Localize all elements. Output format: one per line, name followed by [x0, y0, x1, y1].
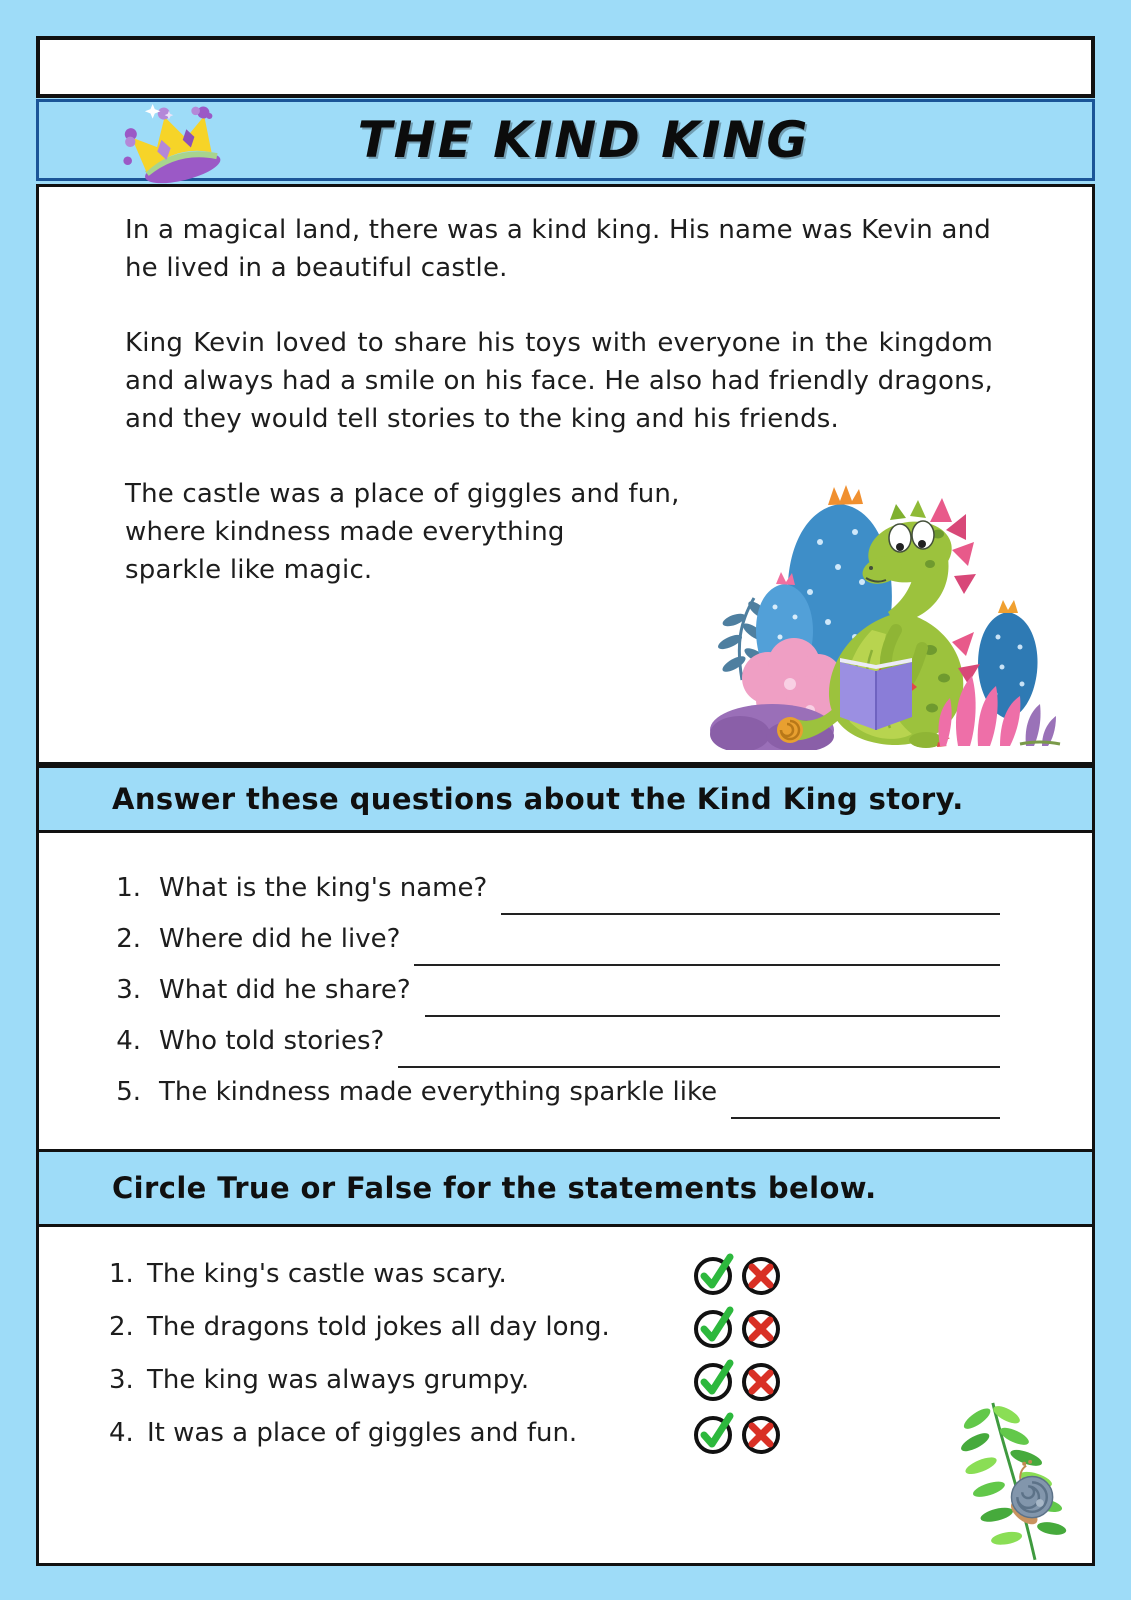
- check-icon[interactable]: [692, 1304, 736, 1350]
- story-paragraph-2: King Kevin loved to share his toys with everyone in the kingdom and always had a smile on his face. He also had friendly dragons, and they would tell stories to the king and his friends.: [125, 328, 993, 434]
- dragon-reading-illustration: [690, 472, 1062, 750]
- question-row: [101, 1077, 1000, 1128]
- statement-number: 3.: [109, 1364, 134, 1395]
- questions-panel: [36, 830, 1095, 1152]
- answer-blank[interactable]: [731, 1089, 1000, 1119]
- page-title: THE KIND KING: [357, 111, 810, 169]
- statement-text: The king's castle was scary.: [147, 1258, 507, 1289]
- answer-blank[interactable]: [398, 1038, 1000, 1068]
- statement-number: 2.: [109, 1311, 134, 1342]
- question-text: The kindness made everything sparkle like: [159, 1077, 718, 1107]
- question-row: [101, 924, 1000, 975]
- statement-text: The dragons told jokes all day long.: [147, 1311, 610, 1342]
- question-text: What is the king's name?: [159, 873, 488, 903]
- question-text: What did he share?: [159, 975, 411, 1005]
- statement-number: 1.: [109, 1258, 134, 1289]
- questions-section-header: [36, 765, 1095, 833]
- questions-header-label: Answer these questions about the Kind King story.: [112, 782, 964, 816]
- true-false-section-header: [36, 1149, 1095, 1227]
- cross-icon[interactable]: [741, 1251, 781, 1297]
- fern-snail-illustration: [934, 1391, 1086, 1563]
- statement-number: 4.: [109, 1417, 134, 1448]
- true-false-header-label: Circle True or False for the statements below.: [112, 1171, 877, 1205]
- question-number: 1.: [116, 873, 141, 903]
- story-paragraph-3: The castle was a place of giggles and fun, where kindness made everything sparkle like magic.: [125, 479, 680, 585]
- story-panel: [36, 184, 1095, 765]
- true-false-row: [109, 1247, 1092, 1300]
- cross-icon[interactable]: [741, 1304, 781, 1350]
- question-text: Where did he live?: [159, 924, 401, 954]
- true-false-panel: [36, 1224, 1095, 1566]
- cross-icon[interactable]: [741, 1410, 781, 1456]
- question-row: [101, 1026, 1000, 1077]
- true-false-row: [109, 1300, 1092, 1353]
- check-icon[interactable]: [692, 1251, 736, 1297]
- question-number: 4.: [116, 1026, 141, 1056]
- crown-icon: [111, 104, 245, 190]
- answer-blank[interactable]: [414, 936, 1000, 966]
- name-box[interactable]: [36, 36, 1095, 98]
- question-row: [101, 975, 1000, 1026]
- check-icon[interactable]: [692, 1357, 736, 1403]
- statement-text: It was a place of giggles and fun.: [147, 1417, 578, 1448]
- question-number: 5.: [116, 1077, 141, 1107]
- answer-blank[interactable]: [501, 885, 1000, 915]
- question-row: [101, 873, 1000, 924]
- title-band: [36, 99, 1095, 181]
- answer-blank[interactable]: [425, 987, 1000, 1017]
- check-icon[interactable]: [692, 1410, 736, 1456]
- question-text: Who told stories?: [159, 1026, 385, 1056]
- story-paragraph-1: In a magical land, there was a kind king. His name was Kevin and he lived in a beautiful castle.: [125, 215, 991, 283]
- statement-text: The king was always grumpy.: [147, 1364, 530, 1395]
- question-number: 3.: [116, 975, 141, 1005]
- cross-icon[interactable]: [741, 1357, 781, 1403]
- question-number: 2.: [116, 924, 141, 954]
